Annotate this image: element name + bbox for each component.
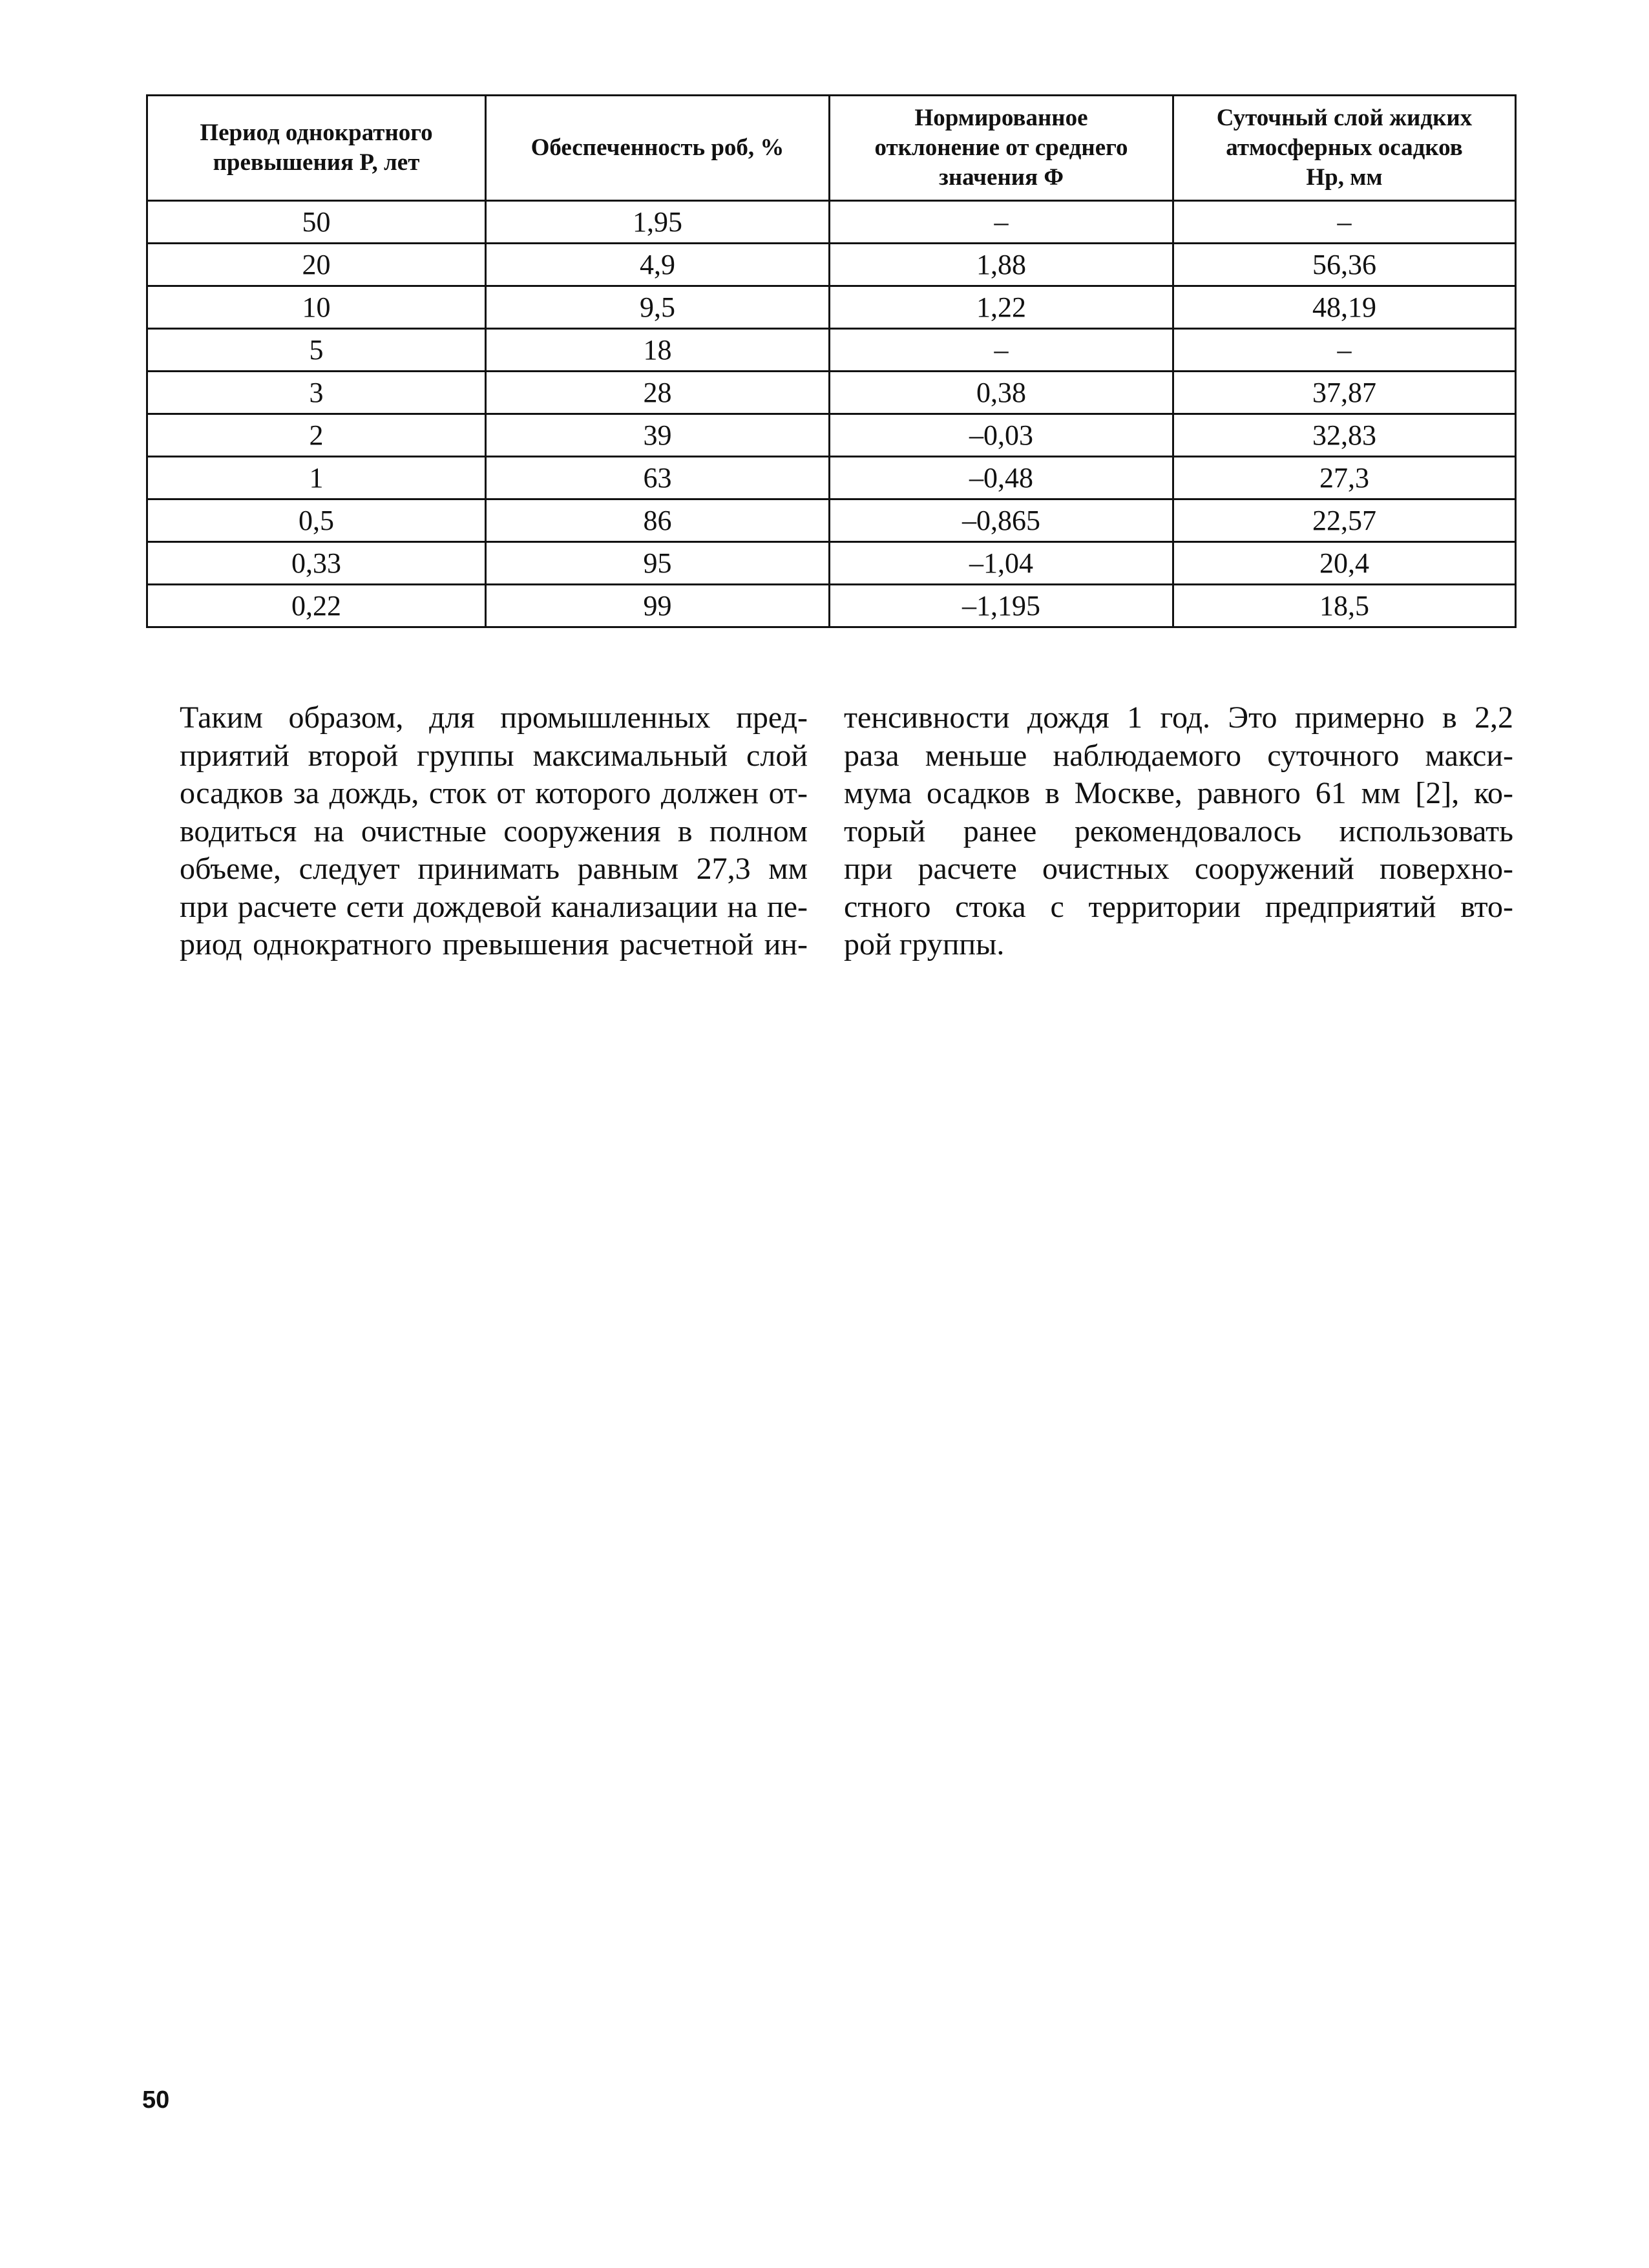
text-line: при расчете очистных сооружений поверхно- [844, 852, 1513, 886]
text-line: рой группы. [844, 927, 1005, 961]
header-normalized-deviation [830, 96, 1173, 201]
text-line: при расчете сети дождевой канализации на пе- [180, 889, 808, 924]
table-cell: 50 [147, 201, 486, 244]
text-line: мума осадков в Москве, равного 61 мм [2], ко- [844, 776, 1513, 810]
header-line: Обеспеченность pоб, % [530, 134, 784, 161]
page-number: 50 [142, 2086, 170, 2114]
header-daily-precipitation [1173, 96, 1516, 201]
table-cell: 18,5 [1173, 585, 1516, 627]
table-cell: 20,4 [1173, 542, 1516, 585]
table-cell: –0,48 [830, 457, 1173, 499]
table-row [147, 244, 1516, 286]
table-cell: –0,03 [830, 414, 1173, 457]
table-cell: 0,5 [147, 499, 486, 542]
text-line: тенсивности дождя 1 год. Это примерно в 2,2 [844, 700, 1513, 735]
header-return-period [147, 96, 486, 201]
table-cell: 1,88 [830, 244, 1173, 286]
table-body [147, 201, 1516, 627]
text-line: водиться на очистные сооружения в полном [180, 814, 808, 848]
table-cell: –1,195 [830, 585, 1173, 627]
table-cell: 9,5 [486, 286, 830, 329]
text-line: риод однократного превышения расчетной ин- [180, 927, 808, 961]
header-line: значения Φ [938, 164, 1064, 191]
table-cell: 86 [486, 499, 830, 542]
table-cell: – [830, 329, 1173, 372]
table-cell: 1,22 [830, 286, 1173, 329]
table-cell: 20 [147, 244, 486, 286]
table-cell: 0,33 [147, 542, 486, 585]
text-line: торый ранее рекомендовалось использовать [844, 814, 1513, 848]
table-cell: –0,865 [830, 499, 1173, 542]
table-cell: 39 [486, 414, 830, 457]
header-line: атмосферных осадков [1226, 134, 1463, 161]
table-cell: 32,83 [1173, 414, 1516, 457]
table-cell: 22,57 [1173, 499, 1516, 542]
table-cell: 99 [486, 585, 830, 627]
header-line: Суточный слой жидких [1216, 105, 1473, 131]
table-cell: 3 [147, 372, 486, 414]
header-line: Hр, мм [1306, 164, 1383, 191]
text-line: раза меньше наблюдаемого суточного макси- [844, 738, 1513, 773]
table-row [147, 414, 1516, 457]
table-cell: 0,38 [830, 372, 1173, 414]
text-column-right [844, 699, 1513, 964]
table-row [147, 201, 1516, 244]
table-cell: 56,36 [1173, 244, 1516, 286]
table-cell: 63 [486, 457, 830, 499]
header-line: отклонение от среднего [874, 134, 1128, 161]
table-row [147, 286, 1516, 329]
table-cell: – [1173, 201, 1516, 244]
table-cell: – [1173, 329, 1516, 372]
table-cell: 0,22 [147, 585, 486, 627]
table-row [147, 542, 1516, 585]
header-line: превышения P, лет [213, 149, 420, 176]
text-line: Таким образом, для промышленных пред- [180, 700, 808, 735]
text-line: объеме, следует принимать равным 27,3 мм [180, 852, 808, 886]
table-cell: 1 [147, 457, 486, 499]
table-cell: 1,95 [486, 201, 830, 244]
table-cell: 48,19 [1173, 286, 1516, 329]
text-column-left [138, 699, 808, 964]
table-cell: 5 [147, 329, 486, 372]
table-row [147, 457, 1516, 499]
text-line: осадков за дождь, сток от которого должен от- [180, 776, 808, 810]
table-cell: 37,87 [1173, 372, 1516, 414]
table-row [147, 499, 1516, 542]
header-line: Нормированное [914, 105, 1088, 131]
data-table [146, 94, 1517, 628]
table-cell: 27,3 [1173, 457, 1516, 499]
table-cell: 4,9 [486, 244, 830, 286]
table-cell: 2 [147, 414, 486, 457]
text-line: стного стока с территории предприятий вто- [844, 889, 1513, 924]
table-row [147, 329, 1516, 372]
table-cell: 28 [486, 372, 830, 414]
table-header-row [147, 96, 1516, 201]
table-cell: 95 [486, 542, 830, 585]
table-row [147, 372, 1516, 414]
table-cell: 10 [147, 286, 486, 329]
table-row [147, 585, 1516, 627]
table-cell: – [830, 201, 1173, 244]
header-line: Период однократного [200, 120, 433, 146]
header-probability [486, 96, 830, 201]
table-cell: –1,04 [830, 542, 1173, 585]
table-cell: 18 [486, 329, 830, 372]
text-line: приятий второй группы максимальный слой [180, 738, 808, 773]
